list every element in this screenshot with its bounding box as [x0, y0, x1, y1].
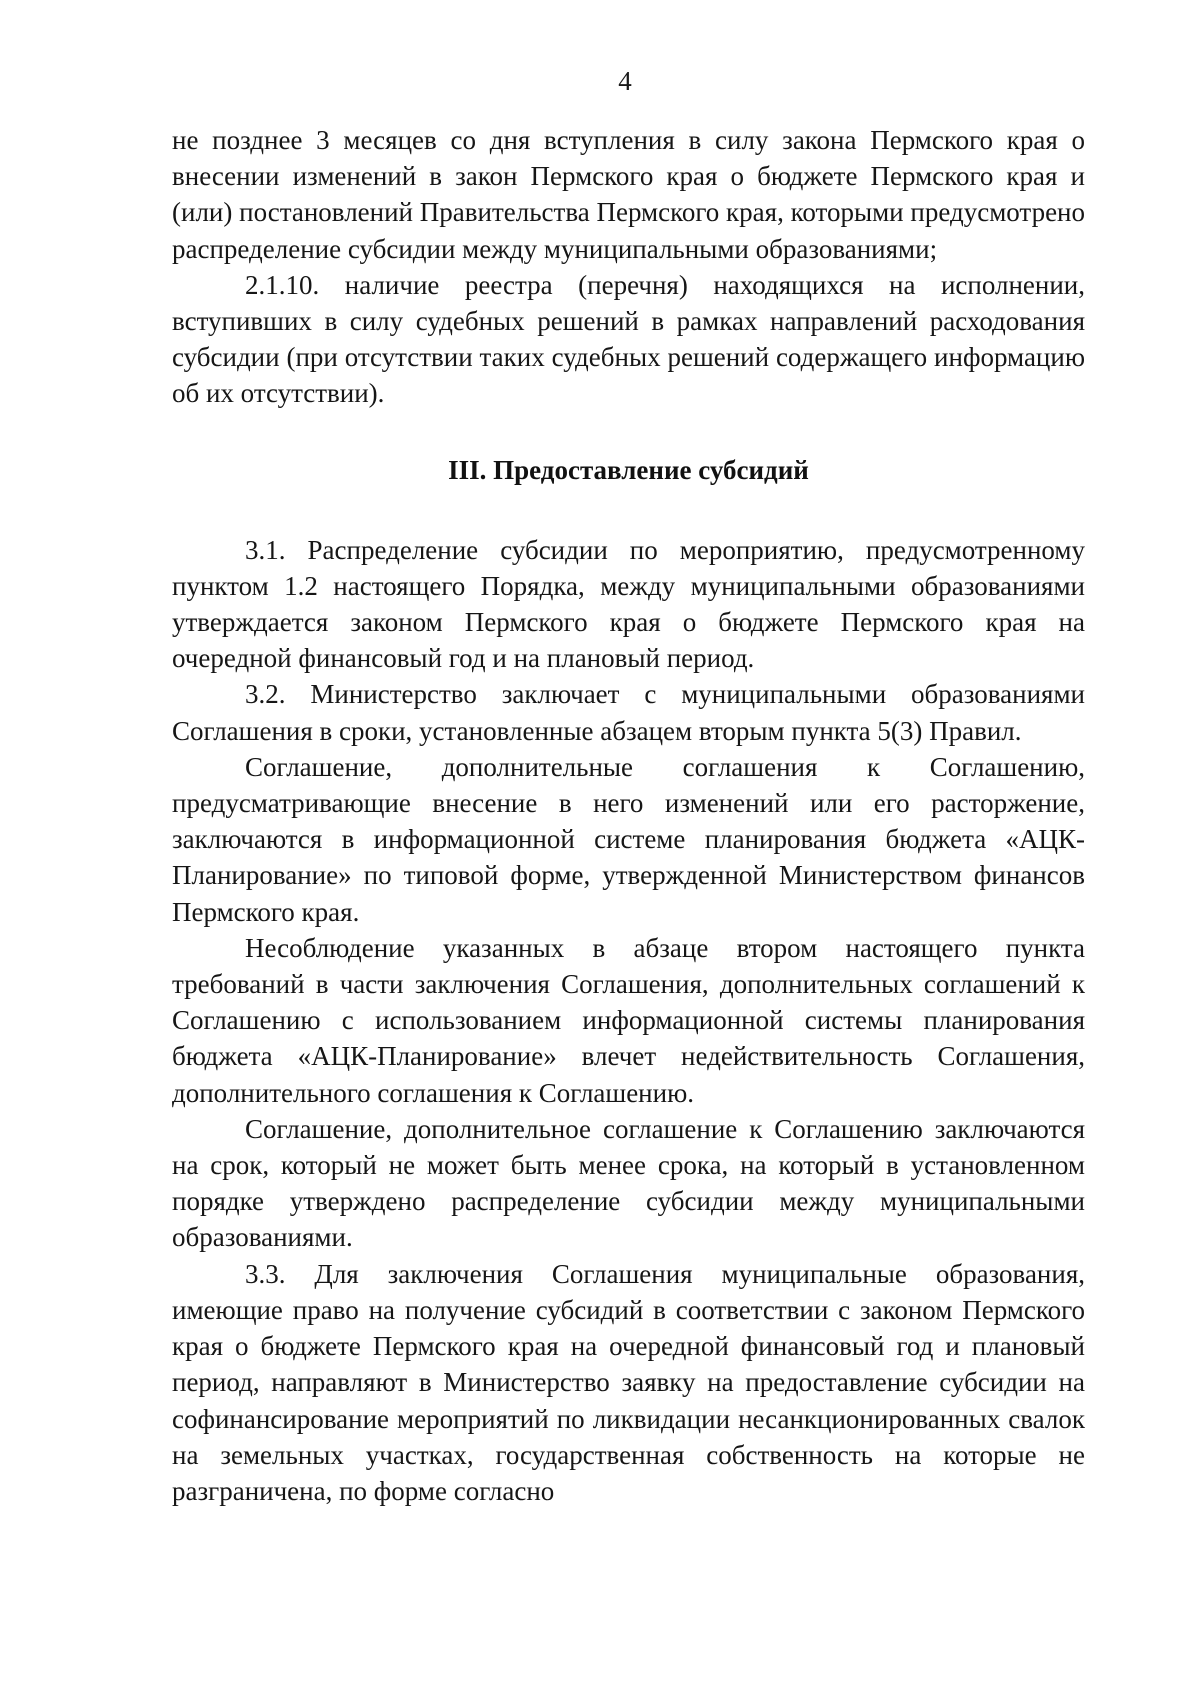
paragraph-3-2: 3.2. Министерство заключает с муниципальными образованиями Соглашения в сроки, установленные абзацем вторым пункта 5(3) Правил. [172, 679, 1085, 746]
paragraph-continuation: не позднее 3 месяцев со дня вступления в силу закона Пермского края о внесении изменений в закон Пермского края о бюджете Пермского края и (или) постановлений Правительства Пермского края, которыми предусмотрено распределение субсидии между муниципальными образованиями; [172, 125, 1085, 264]
paragraph-non-compliance: Несоблюдение указанных в абзаце втором настоящего пункта требований в части заключения Соглашения, дополнительных соглашений к Соглашению с использованием информационной системы планирования бюджета «АЦК-Планирование» влечет недействительность Соглашения, дополнительного соглашения к Соглашению. [172, 932, 1085, 1108]
document-body [172, 122, 1085, 1509]
page-number: 4 [618, 66, 632, 96]
paragraph-agreement-term: Соглашение, дополнительное соглашение к Соглашению заключаются на срок, который не может быть менее срока, на который в установленном порядке утверждено распределение субсидии между муниципальными образованиями. [172, 1113, 1085, 1253]
paragraph-2-1-10: 2.1.10. наличие реестра (перечня) находящихся на исполнении, вступивших в силу судебных решений в рамках направлений расходования субсидии (при отсутствии таких судебных решений содержащего информацию об их отсутствии). [172, 269, 1085, 409]
section-heading: III. Предоставление субсидий [448, 454, 809, 485]
paragraph-3-1: 3.1. Распределение субсидии по мероприятию, предусмотренному пунктом 1.2 настоящего Порядка, между муниципальными образованиями утверждается законом Пермского края о бюджете Пермского края на очередной финансовый год и на плановый период. [172, 534, 1085, 674]
paragraph-agreement-system: Соглашение, дополнительные соглашения к Соглашению, предусматривающие внесение в него изменений или его расторжение, заключаются в информационной системе планирования бюджета «АЦК-Планирование» по типовой форме, утвержденной Министерством финансов Пермского края. [172, 751, 1085, 927]
paragraph-3-3: 3.3. Для заключения Соглашения муниципальные образования, имеющие право на получение субсидий в соответствии с законом Пермского края о бюджете Пермского края на очередной финансовый год и плановый период, направляют в Министерство заявку на предоставление субсидии на софинансирование мероприятий по ликвидации несанкционированных свалок на земельных участках, государственная собственность на которые не разграничена, по форме согласно [172, 1258, 1085, 1506]
